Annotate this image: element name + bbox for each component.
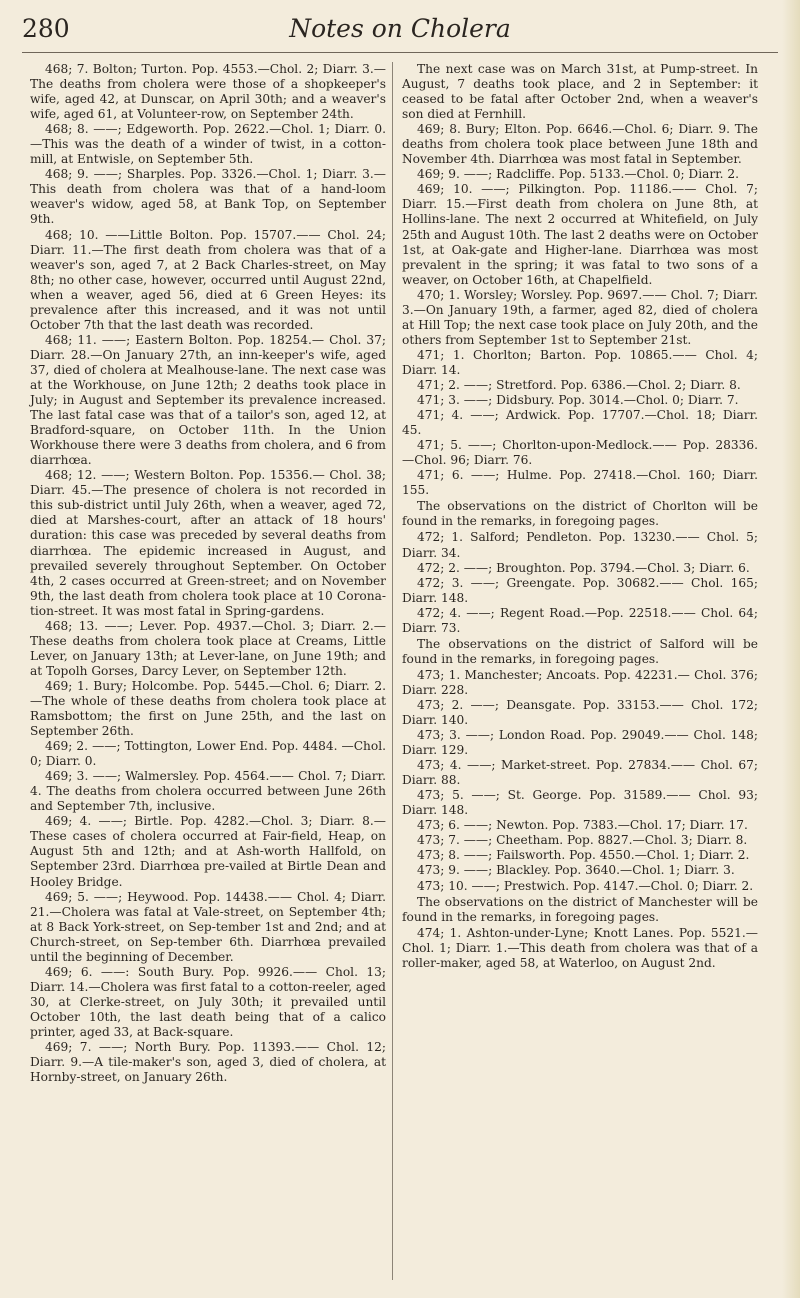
entry-469-1: 469; 1. Bury; Holcombe. Pop. 5445.—Chol. 6; Diarr. 2.—The whole of these deaths from cholera took place at Ramsbottom; the first on June 25th, and the last on September 26th.	[30, 678, 386, 739]
entry-468-13: 468; 13. ——; Lever. Pop. 4937.—Chol. 3; Diarr. 2.—These deaths from cholera took place at Creams, Little Lever, on January 13th; at Lever-lane, on June 19th; and at Topolh Gorses, Darcy Lever, on September 12th.	[30, 618, 386, 678]
page-number: 280	[22, 14, 70, 43]
entry-473-7: 473; 7. ——; Cheetham. Pop. 8827.—Chol. 3; Diarr. 8.	[417, 833, 748, 848]
entry-470-1: 470; 1. Worsley; Worsley. Pop. 9697.—— Chol. 7; Diarr. 3.—On January 19th, a farmer, aged 82, died of cholera at Hill Top; the next case took place on July 20th, and the others from September 1st to September 21st.	[402, 287, 758, 347]
entry-473-2: 473; 2. ——; Deansgate. Pop. 33153.—— Chol. 172; Diarr. 140.	[402, 697, 758, 728]
page-edge-shading	[782, 0, 800, 1298]
observation-chorlton: The observations on the district of Chorlton will be found in the remarks, in foregoing pages.	[402, 499, 758, 529]
entry-471-6: 471; 6. ——; Hulme. Pop. 27418.—Chol. 160; Diarr. 155.	[402, 468, 758, 498]
entry-473-8: 473; 8. ——; Failsworth. Pop. 4550.—Chol. 1; Diarr. 2.	[417, 848, 750, 863]
entry-473-3: 473; 3. ——; London Road. Pop. 29049.—— Chol. 148; Diarr. 129.	[402, 728, 758, 758]
entry-472-3: 472; 3. ——; Greengate. Pop. 30682.—— Chol. 165; Diarr. 148.	[402, 575, 758, 605]
entry-469-6: 469; 6. ——: South Bury. Pop. 9926.—— Chol. 13; Diarr. 14.—Cholera was first fatal to a cotton-reeler, aged 30, at Clerke-street, on July 30th; it prevailed until October 10th, the last death being that of a calico printer, aged 33, at Back-square.	[30, 964, 386, 1039]
continuation-text: The next case was on March 31st, at Pump-street. In August, 7 deaths took place, and 2 in September: it ceased to be fatal after October 2nd, when a weaver's son died at Fernhill.	[402, 62, 758, 122]
entry-468-10: 468; 10. ——Little Bolton. Pop. 15707.—— Chol. 24; Diarr. 11.—The first death from cholera was that of a weaver's son, aged 7, at 2 Back Charles-street, on May 8th; no other case, however, occurred until August 22nd, when a weaver, aged 56, died at 6 Green Heyes: its prevalence after this increased, and it was not until October 7th that the last death was recorded.	[30, 227, 386, 332]
right-column	[402, 62, 758, 971]
entry-473-10: 473; 10. ——; Prestwich. Pop. 4147.—Chol. 0; Diarr. 2.	[417, 878, 754, 893]
entry-468-12: 468; 12. ——; Western Bolton. Pop. 15356.— Chol. 38; Diarr. 45.—The presence of cholera is not recorded in this sub-district until July 26th, when a weaver, aged 72, died at Marshes-court, after an attack of 18 hours' duration: this case was preceded by several deaths from diarrhœa. The epidemic increased in August, and prevailed severely throughout September. On October 4th, 2 cases occurred at Green-street; and on November 9th, the last death from cholera took place at 10 Corona-tion-street. It was most fatal in Spring-gardens.	[30, 468, 386, 618]
entry-473-5: 473; 5. ——; St. George. Pop. 31589.—— Chol. 93; Diarr. 148.	[402, 788, 758, 818]
entry-474-1: 474; 1. Ashton-under-Lyne; Knott Lanes. Pop. 5521.—Chol. 1; Diarr. 1.—This death from cholera was that of a roller-maker, aged 58, at Waterloo, on August 2nd.	[402, 925, 758, 970]
observation-manchester: The observations on the district of Manchester will be found in the remarks, in foregoing pages.	[402, 894, 758, 924]
left-column	[30, 62, 386, 1085]
entry-469-3: 469; 3. ——; Walmersley. Pop. 4564.—— Chol. 7; Diarr. 4. The deaths from cholera occurred between June 26th and September 7th, inclusive.	[30, 769, 386, 814]
entry-471-4: 471; 4. ——; Ardwick. Pop. 17707.—Chol. 18; Diarr. 45.	[402, 408, 758, 438]
entry-472-4: 472; 4. ——; Regent Road.—Pop. 22518.—— Chol. 64; Diarr. 73.	[402, 605, 758, 635]
entry-473-6: 473; 6. ——; Newton. Pop. 7383.—Chol. 17; Diarr. 17.	[417, 818, 748, 833]
entry-471-1: 471; 1. Chorlton; Barton. Pop. 10865.—— Chol. 4; Diarr. 14.	[402, 347, 758, 377]
entry-471-2: 471; 2. ——; Stretford. Pop. 6386.—Chol. 2; Diarr. 8.	[417, 377, 741, 392]
entry-469-8: 469; 8. Bury; Elton. Pop. 6646.—Chol. 6; Diarr. 9. The deaths from cholera took place between June 18th and November 4th. Diarrhœa was most fatal in September.	[402, 122, 758, 167]
column-divider	[392, 62, 393, 1280]
entry-469-10: 469; 10. ——; Pilkington. Pop. 11186.—— Chol. 7; Diarr. 15.—First death from cholera on June 8th, at Hollins-lane. The next 2 occurred at Whitefield, on July 25th and August 10th. The last 2 deaths were on October 1st, at Oak-gate and Higher-lane. Diarrhœa was most prevalent in the spring; it was fatal to two sons of a weaver, on October 16th, at Chapelfield.	[402, 182, 758, 287]
entry-469-7: 469; 7. ——; North Bury. Pop. 11393.—— Chol. 12; Diarr. 9.—A tile-maker's son, aged 3, died of cholera, at Hornby-street, on January 26th.	[30, 1040, 386, 1085]
entry-469-2: 469; 2. ——; Tottington, Lower End. Pop. 4484. —Chol. 0; Diarr. 0.	[30, 739, 386, 769]
running-title: Notes on Cholera	[289, 14, 511, 43]
entry-469-4: 469; 4. ——; Birtle. Pop. 4282.—Chol. 3; Diarr. 8.—These cases of cholera occurred at Fair-field, Heap, on August 5th and 12th; and at Ash-worth Hallfold, on September 23rd. Diarrhœa pre-vailed at Birtle Dean and Hooley Bridge.	[30, 814, 386, 889]
entry-468-8: 468; 8. ——; Edgeworth. Pop. 2622.—Chol. 1; Diarr. 0.—This was the death of a winder of twist, in a cotton-mill, at Entwisle, on September 5th.	[30, 122, 386, 167]
observation-salford: The observations on the district of Salford will be found in the remarks, in foregoing pages.	[402, 636, 758, 666]
entry-471-3: 471; 3. ——; Didsbury. Pop. 3014.—Chol. 0; Diarr. 7.	[417, 393, 739, 408]
entry-468-7: 468; 7. Bolton; Turton. Pop. 4553.—Chol. 2; Diarr. 3.—The deaths from cholera were those of a shopkeeper's wife, aged 42, at Dunscar, on April 30th; and a weaver's wife, aged 61, at Volunteer-row, on September 24th.	[30, 62, 386, 122]
entry-473-9: 473; 9. ——; Blackley. Pop. 3640.—Chol. 1; Diarr. 3.	[417, 863, 735, 878]
page-header	[22, 8, 778, 53]
entry-472-1: 472; 1. Salford; Pendleton. Pop. 13230.—— Chol. 5; Diarr. 34.	[402, 530, 758, 560]
entry-471-5: 471; 5. ——; Chorlton-upon-Medlock.—— Pop. 28336.—Chol. 96; Diarr. 76.	[402, 438, 758, 468]
entry-472-2: 472; 2. ——; Broughton. Pop. 3794.—Chol. 3; Diarr. 6.	[417, 560, 750, 575]
entry-473-1: 473; 1. Manchester; Ancoats. Pop. 42231.— Chol. 376; Diarr. 228.	[402, 667, 758, 697]
entry-469-9: 469; 9. ——; Radcliffe. Pop. 5133.—Chol. 0; Diarr. 2.	[417, 167, 740, 182]
entry-468-9: 468; 9. ——; Sharples. Pop. 3326.—Chol. 1; Diarr. 3.—This death from cholera was that of a hand-loom weaver's widow, aged 58, at Bank Top, on September 9th.	[30, 167, 386, 227]
entry-473-4: 473; 4. ——; Market-street. Pop. 27834.—— Chol. 67; Diarr. 88.	[402, 758, 758, 788]
entry-468-11: 468; 11. ——; Eastern Bolton. Pop. 18254.— Chol. 37; Diarr. 28.—On January 27th, an inn-keeper's wife, aged 37, died of cholera at Mealhouse-lane. The next case was at the Workhouse, on June 12th; 2 deaths took place in July; in August and September its prevalence increased. The last fatal case was that of a tailor's son, aged 12, at Bradford-square, on October 11th. In the Union Workhouse there were 3 deaths from cholera, and 6 from diarrhœa.	[30, 332, 386, 468]
entry-469-5: 469; 5. ——; Heywood. Pop. 14438.—— Chol. 4; Diarr. 21.—Cholera was fatal at Vale-street, on September 4th; at 8 Back York-street, on Sep-tember 1st and 2nd; and at Church-street, on Sep-tember 6th. Diarrhœa prevailed until the beginning of December.	[30, 889, 386, 964]
